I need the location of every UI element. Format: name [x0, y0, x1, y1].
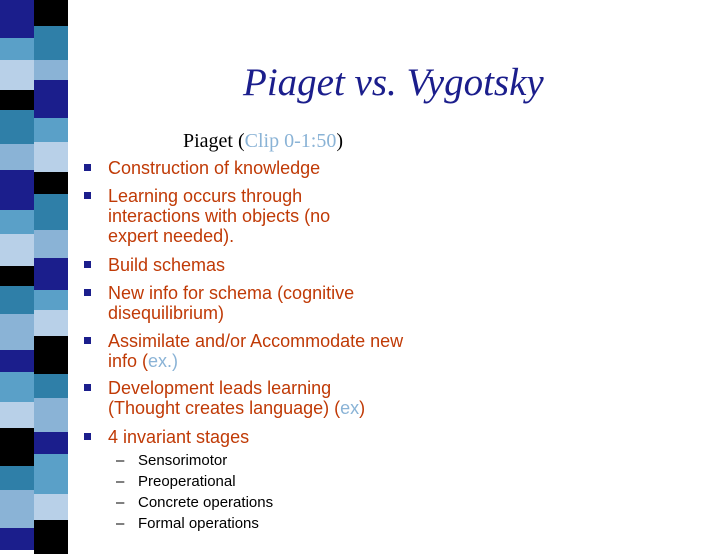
strip-tile	[0, 402, 34, 428]
decorative-left-strip	[0, 0, 68, 540]
strip-tile	[0, 234, 34, 266]
example-link[interactable]: ex.)	[148, 351, 179, 371]
strip-tile	[34, 80, 68, 118]
strip-tile	[34, 290, 68, 310]
dash-icon: –	[116, 515, 125, 532]
stage-text: Sensorimotor	[138, 452, 228, 469]
strip-tile	[0, 170, 34, 210]
strip-tile	[34, 398, 68, 432]
strip-tile	[34, 230, 68, 258]
strip-tile	[0, 90, 34, 110]
stage-text: Formal operations	[138, 515, 259, 532]
strip-tile	[0, 490, 34, 528]
bullet-marker-icon	[84, 261, 91, 268]
bullet-text: Learning occurs through interactions with objects (no expert needed).	[108, 186, 331, 246]
bullet-text-main: Assimilate and/or Accommodate new info (	[108, 331, 404, 371]
strip-tile	[34, 310, 68, 336]
bullet-text-main: Development leads learning (Thought creates language) (	[108, 378, 341, 418]
bullet-text	[108, 378, 408, 418]
strip-tile	[0, 144, 34, 170]
strip-tile	[34, 142, 68, 172]
strip-column-left	[0, 0, 34, 540]
dash-icon: –	[116, 494, 125, 511]
strip-tile	[34, 432, 68, 454]
strip-tile	[0, 38, 34, 60]
strip-tile	[0, 286, 34, 314]
bullet-text-suffix: )	[359, 398, 366, 418]
dash-icon: –	[116, 473, 125, 490]
bullet-text: Build schemas	[108, 255, 226, 275]
bullet-marker-icon	[84, 433, 91, 440]
strip-tile	[0, 210, 34, 234]
strip-tile	[0, 372, 34, 402]
strip-column-right	[34, 0, 68, 540]
example-link[interactable]: ex	[340, 398, 360, 418]
strip-tile	[0, 428, 34, 466]
strip-tile	[34, 26, 68, 60]
bullet-marker-icon	[84, 384, 91, 391]
strip-tile	[34, 118, 68, 142]
strip-tile	[0, 314, 34, 350]
bullet-marker-icon	[84, 337, 91, 344]
slide-title: Piaget vs. Vygotsky	[243, 61, 544, 104]
clip-link[interactable]: Clip 0-1:50	[244, 130, 337, 152]
subtitle-prefix: Piaget (	[183, 130, 245, 152]
bullet-text	[108, 331, 408, 371]
dash-icon: –	[116, 452, 125, 469]
strip-tile	[34, 374, 68, 398]
bullet-text: Construction of knowledge	[108, 158, 321, 178]
strip-tile	[34, 336, 68, 374]
strip-tile	[0, 266, 34, 286]
stage-text: Concrete operations	[138, 494, 274, 511]
strip-tile	[0, 528, 34, 550]
subtitle-suffix: )	[336, 130, 343, 152]
stage-text: Preoperational	[138, 473, 236, 490]
strip-tile	[0, 466, 34, 490]
strip-tile	[0, 0, 34, 38]
subtitle	[183, 130, 343, 153]
bullet-marker-icon	[84, 164, 91, 171]
strip-tile	[34, 194, 68, 230]
strip-tile	[34, 60, 68, 80]
strip-tile	[34, 258, 68, 290]
strip-tile	[0, 60, 34, 90]
bullet-text: 4 invariant stages	[108, 427, 250, 447]
strip-tile	[34, 494, 68, 520]
bullet-marker-icon	[84, 192, 91, 199]
strip-tile	[34, 0, 68, 26]
bullet-marker-icon	[84, 289, 91, 296]
strip-tile	[34, 172, 68, 194]
strip-tile	[0, 110, 34, 144]
strip-tile	[34, 520, 68, 554]
strip-tile	[34, 454, 68, 494]
bullet-text: New info for schema (cognitive disequilibrium)	[108, 283, 355, 323]
strip-tile	[0, 350, 34, 372]
